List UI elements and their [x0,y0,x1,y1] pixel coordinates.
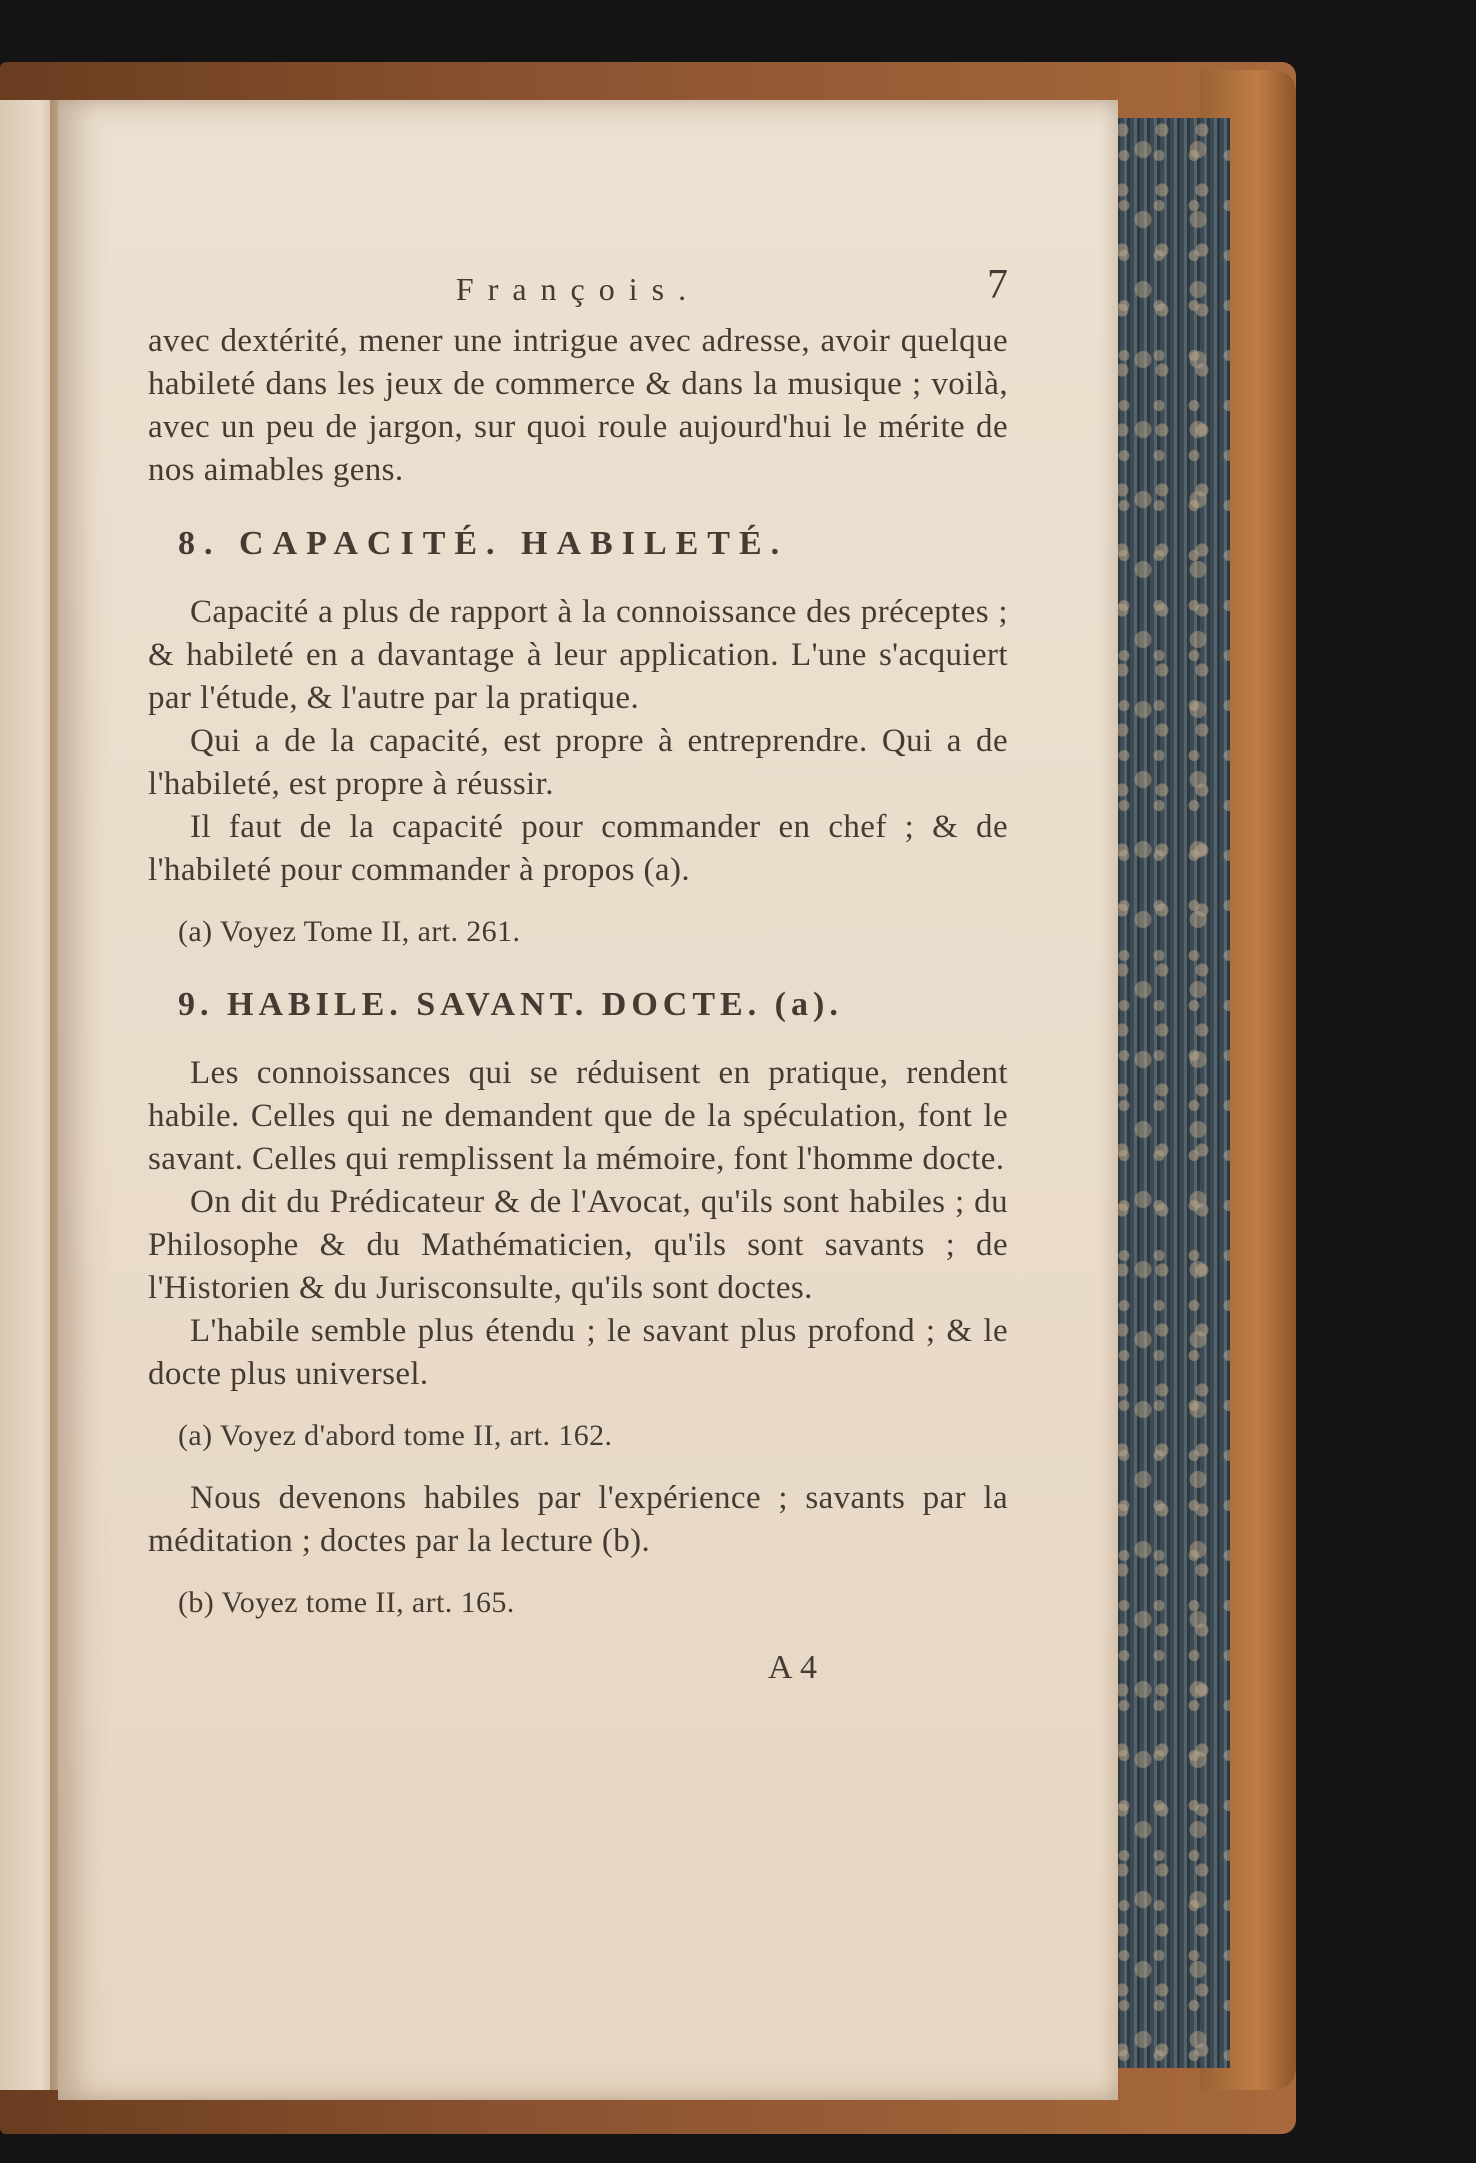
section-8-paragraph-1: Capacité a plus de rapport à la connoissance des préceptes ; & habileté en a davantage à leur application. L'une s'acquiert par l'étude, & l'autre par la pratique. [148,594,1008,716]
section-9-paragraph-1: Les connoissances qui se réduisent en pratique, rendent habile. Celles qui ne demandent que de la spéculation, font le savant. Celles qui remplissent la mémoire, font l'homme docte. [148,1055,1008,1177]
section-9-paragraph-3: L'habile semble plus étendu ; le savant plus profond ; & le docte plus universel. [148,1313,1008,1392]
section-9-heading: 9. HABILE. SAVANT. DOCTE. (a). [178,986,843,1023]
page [58,100,1118,2100]
section-8-paragraph-3: Il faut de la capacité pour commander en chef ; & de l'habileté pour commander à propos (a). [148,809,1008,888]
page-number: 7 [987,262,1008,308]
section-9-paragraph-2: On dit du Prédicateur & de l'Avocat, qu'ils sont habiles ; du Philosophe & du Mathématicien, qu'ils sont savants ; de l'Historien & du Jurisconsulte, qu'ils sont doctes. [148,1184,1008,1306]
page-text [148,262,1008,1689]
section-8-heading: 8. CAPACITÉ. HABILETÉ. [178,525,789,562]
running-head-title: François. [455,271,701,307]
running-head [148,262,1008,320]
marbled-page-edge [1110,118,1230,2068]
section-9-footnote-a: (a) Voyez d'abord tome II, art. 162. [178,1419,613,1452]
section-9-paragraph-4: Nous devenons habiles par l'expérience ; savants par la méditation ; doctes par la lecture (b). [148,1480,1008,1559]
section-8-footnote: (a) Voyez Tome II, art. 261. [178,915,521,948]
section-8-paragraph-2: Qui a de la capacité, est propre à entreprendre. Qui a de l'habileté, est propre à réussir. [148,723,1008,802]
section-9-footnote-b: (b) Voyez tome II, art. 165. [178,1586,515,1619]
signature-mark: A 4 [768,1649,818,1686]
intro-paragraph: avec dextérité, mener une intrigue avec adresse, avoir quelque habileté dans les jeux de commerce & dans la musique ; voilà, avec un peu de jargon, sur quoi roule aujourd'hui le mérite de nos aimables gens. [148,323,1008,488]
